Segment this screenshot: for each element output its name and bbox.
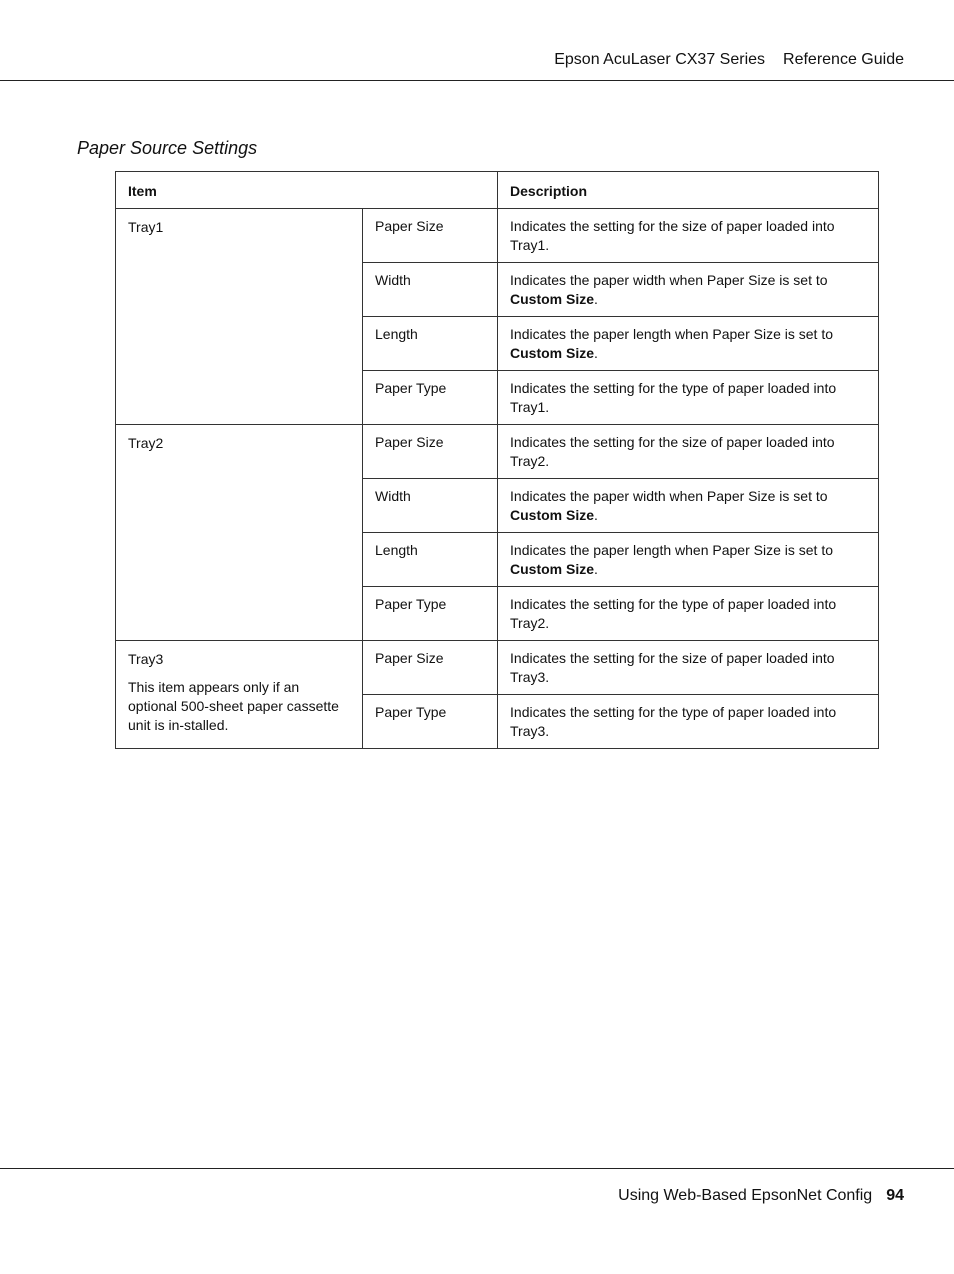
page-number: 94: [886, 1187, 904, 1204]
setting-cell: Length: [363, 317, 498, 371]
table-row: [116, 425, 879, 479]
setting-cell: Paper Type: [363, 695, 498, 749]
description-cell: Indicates the setting for the size of paper loaded into Tray1.: [498, 209, 879, 263]
product-name: Epson AcuLaser CX37 Series: [554, 51, 766, 68]
chapter-title: Using Web-Based EpsonNet Config: [618, 1187, 873, 1204]
tray-name: Tray3: [128, 651, 164, 667]
description-cell: Indicates the setting for the type of paper loaded into Tray3.: [498, 695, 879, 749]
running-footer: [618, 1187, 904, 1205]
header-rule: [0, 80, 954, 81]
tray-cell: [116, 641, 363, 749]
setting-cell: Paper Type: [363, 371, 498, 425]
description-cell: Indicates the setting for the type of paper loaded into Tray2.: [498, 587, 879, 641]
tray-note: This item appears only if an optional 500-sheet paper cassette unit is in-stalled.: [128, 679, 339, 733]
tray-name: Tray2: [128, 435, 164, 451]
description-cell: Indicates the paper width when Paper Size is set to Custom Size.: [498, 263, 879, 317]
tray-cell: [116, 425, 363, 641]
guide-name: Reference Guide: [783, 51, 904, 68]
description-cell: Indicates the setting for the size of paper loaded into Tray2.: [498, 425, 879, 479]
description-cell: Indicates the setting for the type of paper loaded into Tray1.: [498, 371, 879, 425]
setting-cell: Width: [363, 479, 498, 533]
description-cell: Indicates the paper length when Paper Size is set to Custom Size.: [498, 533, 879, 587]
setting-cell: Width: [363, 263, 498, 317]
setting-cell: Paper Size: [363, 425, 498, 479]
table-row: [116, 209, 879, 263]
description-cell: Indicates the paper width when Paper Size is set to Custom Size.: [498, 479, 879, 533]
setting-cell: Paper Size: [363, 209, 498, 263]
description-cell: Indicates the paper length when Paper Size is set to Custom Size.: [498, 317, 879, 371]
footer-rule: [0, 1168, 954, 1169]
setting-cell: Length: [363, 533, 498, 587]
description-cell: Indicates the setting for the size of paper loaded into Tray3.: [498, 641, 879, 695]
tray-name: Tray1: [128, 219, 164, 235]
setting-cell: Paper Size: [363, 641, 498, 695]
table-row: [116, 641, 879, 695]
table-header-row: [116, 172, 879, 209]
tray-cell: [116, 209, 363, 425]
running-header: [554, 51, 904, 69]
section-title: Paper Source Settings: [77, 138, 258, 158]
paper-source-settings-table: [115, 171, 879, 749]
description-column-header: Description: [498, 172, 879, 209]
setting-cell: Paper Type: [363, 587, 498, 641]
item-column-header: Item: [116, 172, 498, 209]
